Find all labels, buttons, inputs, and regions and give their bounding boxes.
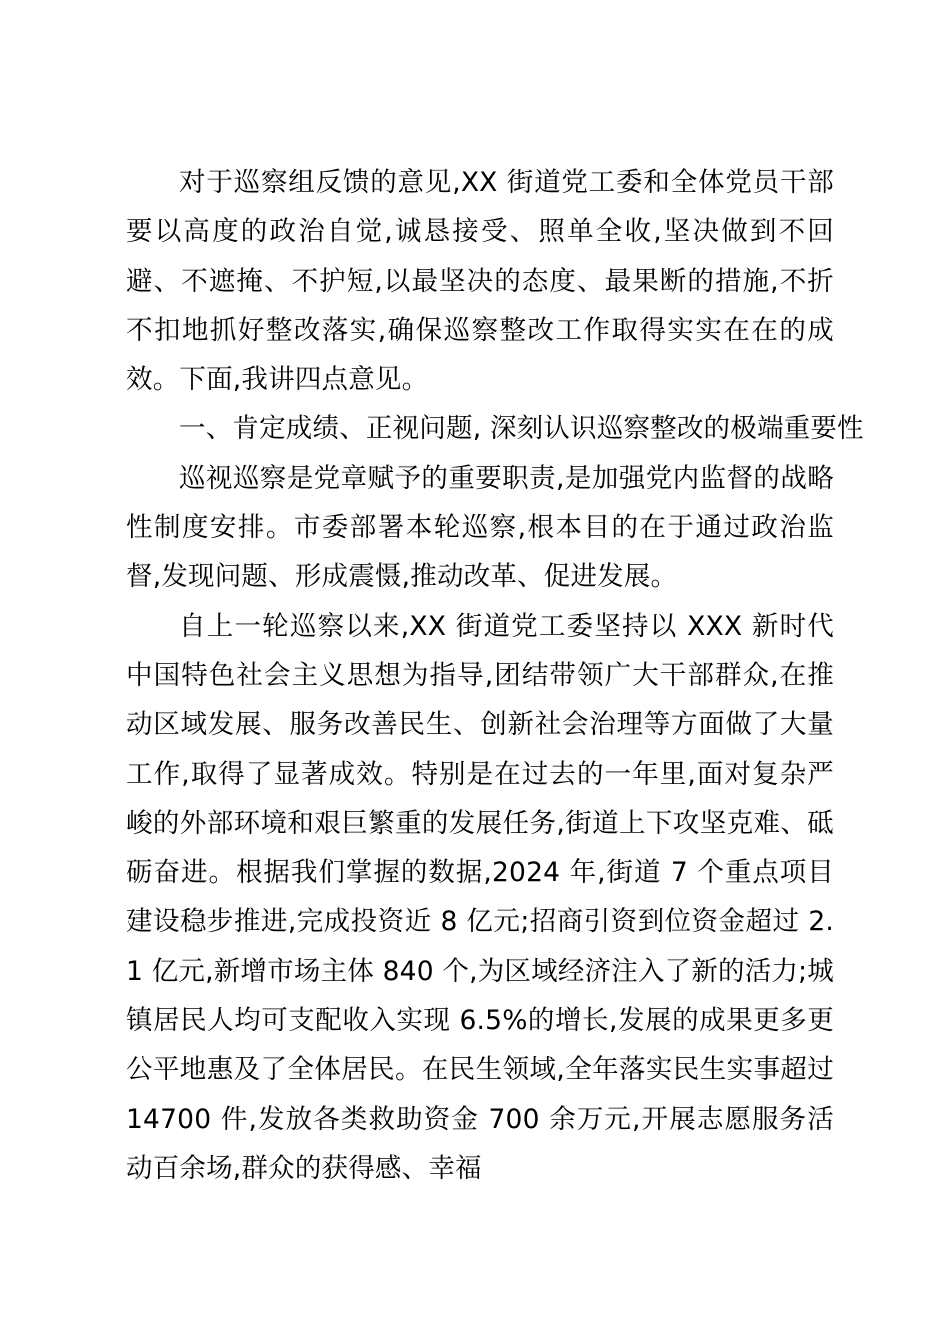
- document-body: [126, 158, 864, 1193]
- paragraph-inspection-role: 巡视巡察是党章赋予的重要职责,是加强党内监督的战略性制度安排。市委部署本轮巡察,根本目的在于通过政治监督,发现问题、形成震慑,推动改革、促进发展。: [126, 462, 834, 593]
- paragraph-rectification-opinion: 对于巡察组反馈的意见,XX 街道党工委和全体党员干部要以高度的政治自觉,诚恳接受、照单全收,坚决做到不回避、不遮掩、不护短,以最坚决的态度、最果断的措施,不折不扣地抓好整改落实,确保巡察整改工作取得实实在在的成效。下面,我讲四点意见。: [126, 167, 834, 396]
- section-heading-one: 一、肯定成绩、正视问题, 深刻认识巡察整改的极端重要性: [179, 413, 864, 445]
- paragraph-achievements: 自上一轮巡察以来,XX 街道党工委坚持以 XXX 新时代中国特色社会主义思想为指导,团结带领广大干部群众,在推动区域发展、服务改善民生、创新社会治理等方面做了大量工作,取得了显著成效。特别是在过去的一年里,面对复杂严峻的外部环境和艰巨繁重的发展任务,街道上下攻坚克难、砥砺奋进。根据我们掌握的数据,2024 年,街道 7 个重点项目建设稳步推进,完成投资近 8 亿元;招商引资到位资金超过 2.1 亿元,新增市场主体 840 个,为区域经济注入了新的活力;城镇居民人均可支配收入实现 6.5%的增长,发展的成果更多更公平地惠及了全体居民。在民生领域,全年落实民生实事超过 14700 件,发放各类救助资金 700 余万元,开展志愿服务活动百余场,群众的获得感、幸福: [126, 610, 834, 1184]
